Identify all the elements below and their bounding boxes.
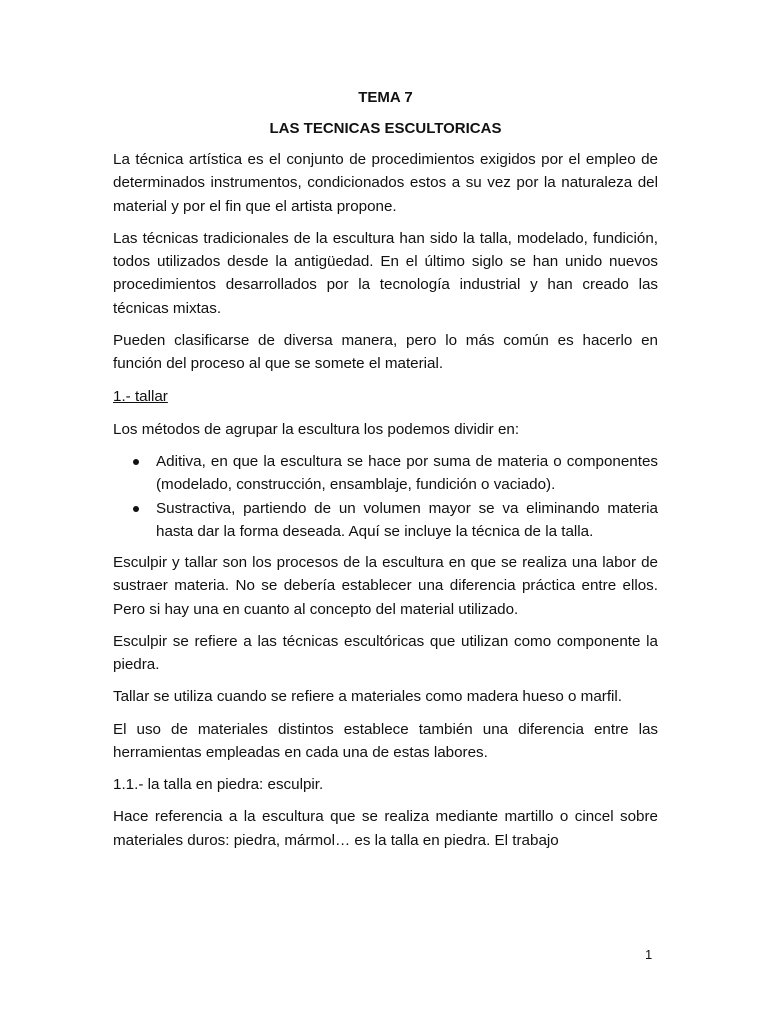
paragraph: Hace referencia a la escultura que se realiza mediante martillo o cincel sobre materiales duros: piedra, mármol… es la talla en piedra. El trabajo (113, 808, 658, 849)
paragraph: Esculpir y tallar son los procesos de la escultura en que se realiza una labor de sustraer materia. No se debería establecer una diferencia práctica entre ellos. Pero si hay una en cuanto al concepto del material utilizado. (113, 553, 658, 618)
bullet-list (113, 450, 658, 543)
subsection-heading: 1.1.- la talla en piedra: esculpir. (113, 776, 324, 794)
bullet-icon (133, 506, 139, 512)
paragraph: Las técnicas tradicionales de la escultura han sido la talla, modelado, fundición, todos utilizados desde la antigüedad. En el último siglo se han unido nuevos procedimientos desarrollados por la tecnología industrial y han creado las técnicas mixtas. (113, 229, 658, 317)
paragraph: El uso de materiales distintos establece también una diferencia entre las herramientas empleadas en cada una de estas labores. (113, 720, 658, 762)
page-number: 1 (645, 947, 653, 962)
paragraph: Los métodos de agrupar la escultura los podemos dividir en: (113, 420, 520, 438)
bullet-icon (133, 459, 139, 465)
section-heading: 1.- tallar (113, 387, 168, 405)
paragraph: Pueden clasificarse de diversa manera, pero lo más común es hacerlo en función del proceso al que se somete el material. (113, 332, 658, 373)
list-item-text: Sustractiva, partiendo de un volumen mayor se va eliminando materia hasta dar la forma deseada. Aquí se incluye la técnica de la talla. (156, 499, 658, 540)
list-item (113, 497, 658, 543)
document-page (113, 88, 658, 861)
list-item (113, 450, 658, 496)
paragraph: Esculpir se refiere a las técnicas escultóricas que utilizan como componente la piedra. (113, 632, 658, 674)
paragraph: Tallar se utiliza cuando se refiere a materiales como madera hueso o marfil. (113, 688, 623, 706)
document-subtitle: LAS TECNICAS ESCULTORICAS (269, 120, 502, 137)
list-item-text: Aditiva, en que la escultura se hace por suma de materia o componentes (modelado, construcción, ensamblaje, fundición o vaciado). (156, 452, 658, 493)
document-title: TEMA 7 (358, 89, 413, 106)
paragraph: La técnica artística es el conjunto de procedimientos exigidos por el empleo de determinados instrumentos, condicionados estos a su vez por la naturaleza del material y por el fin que el artista propone. (113, 151, 658, 215)
